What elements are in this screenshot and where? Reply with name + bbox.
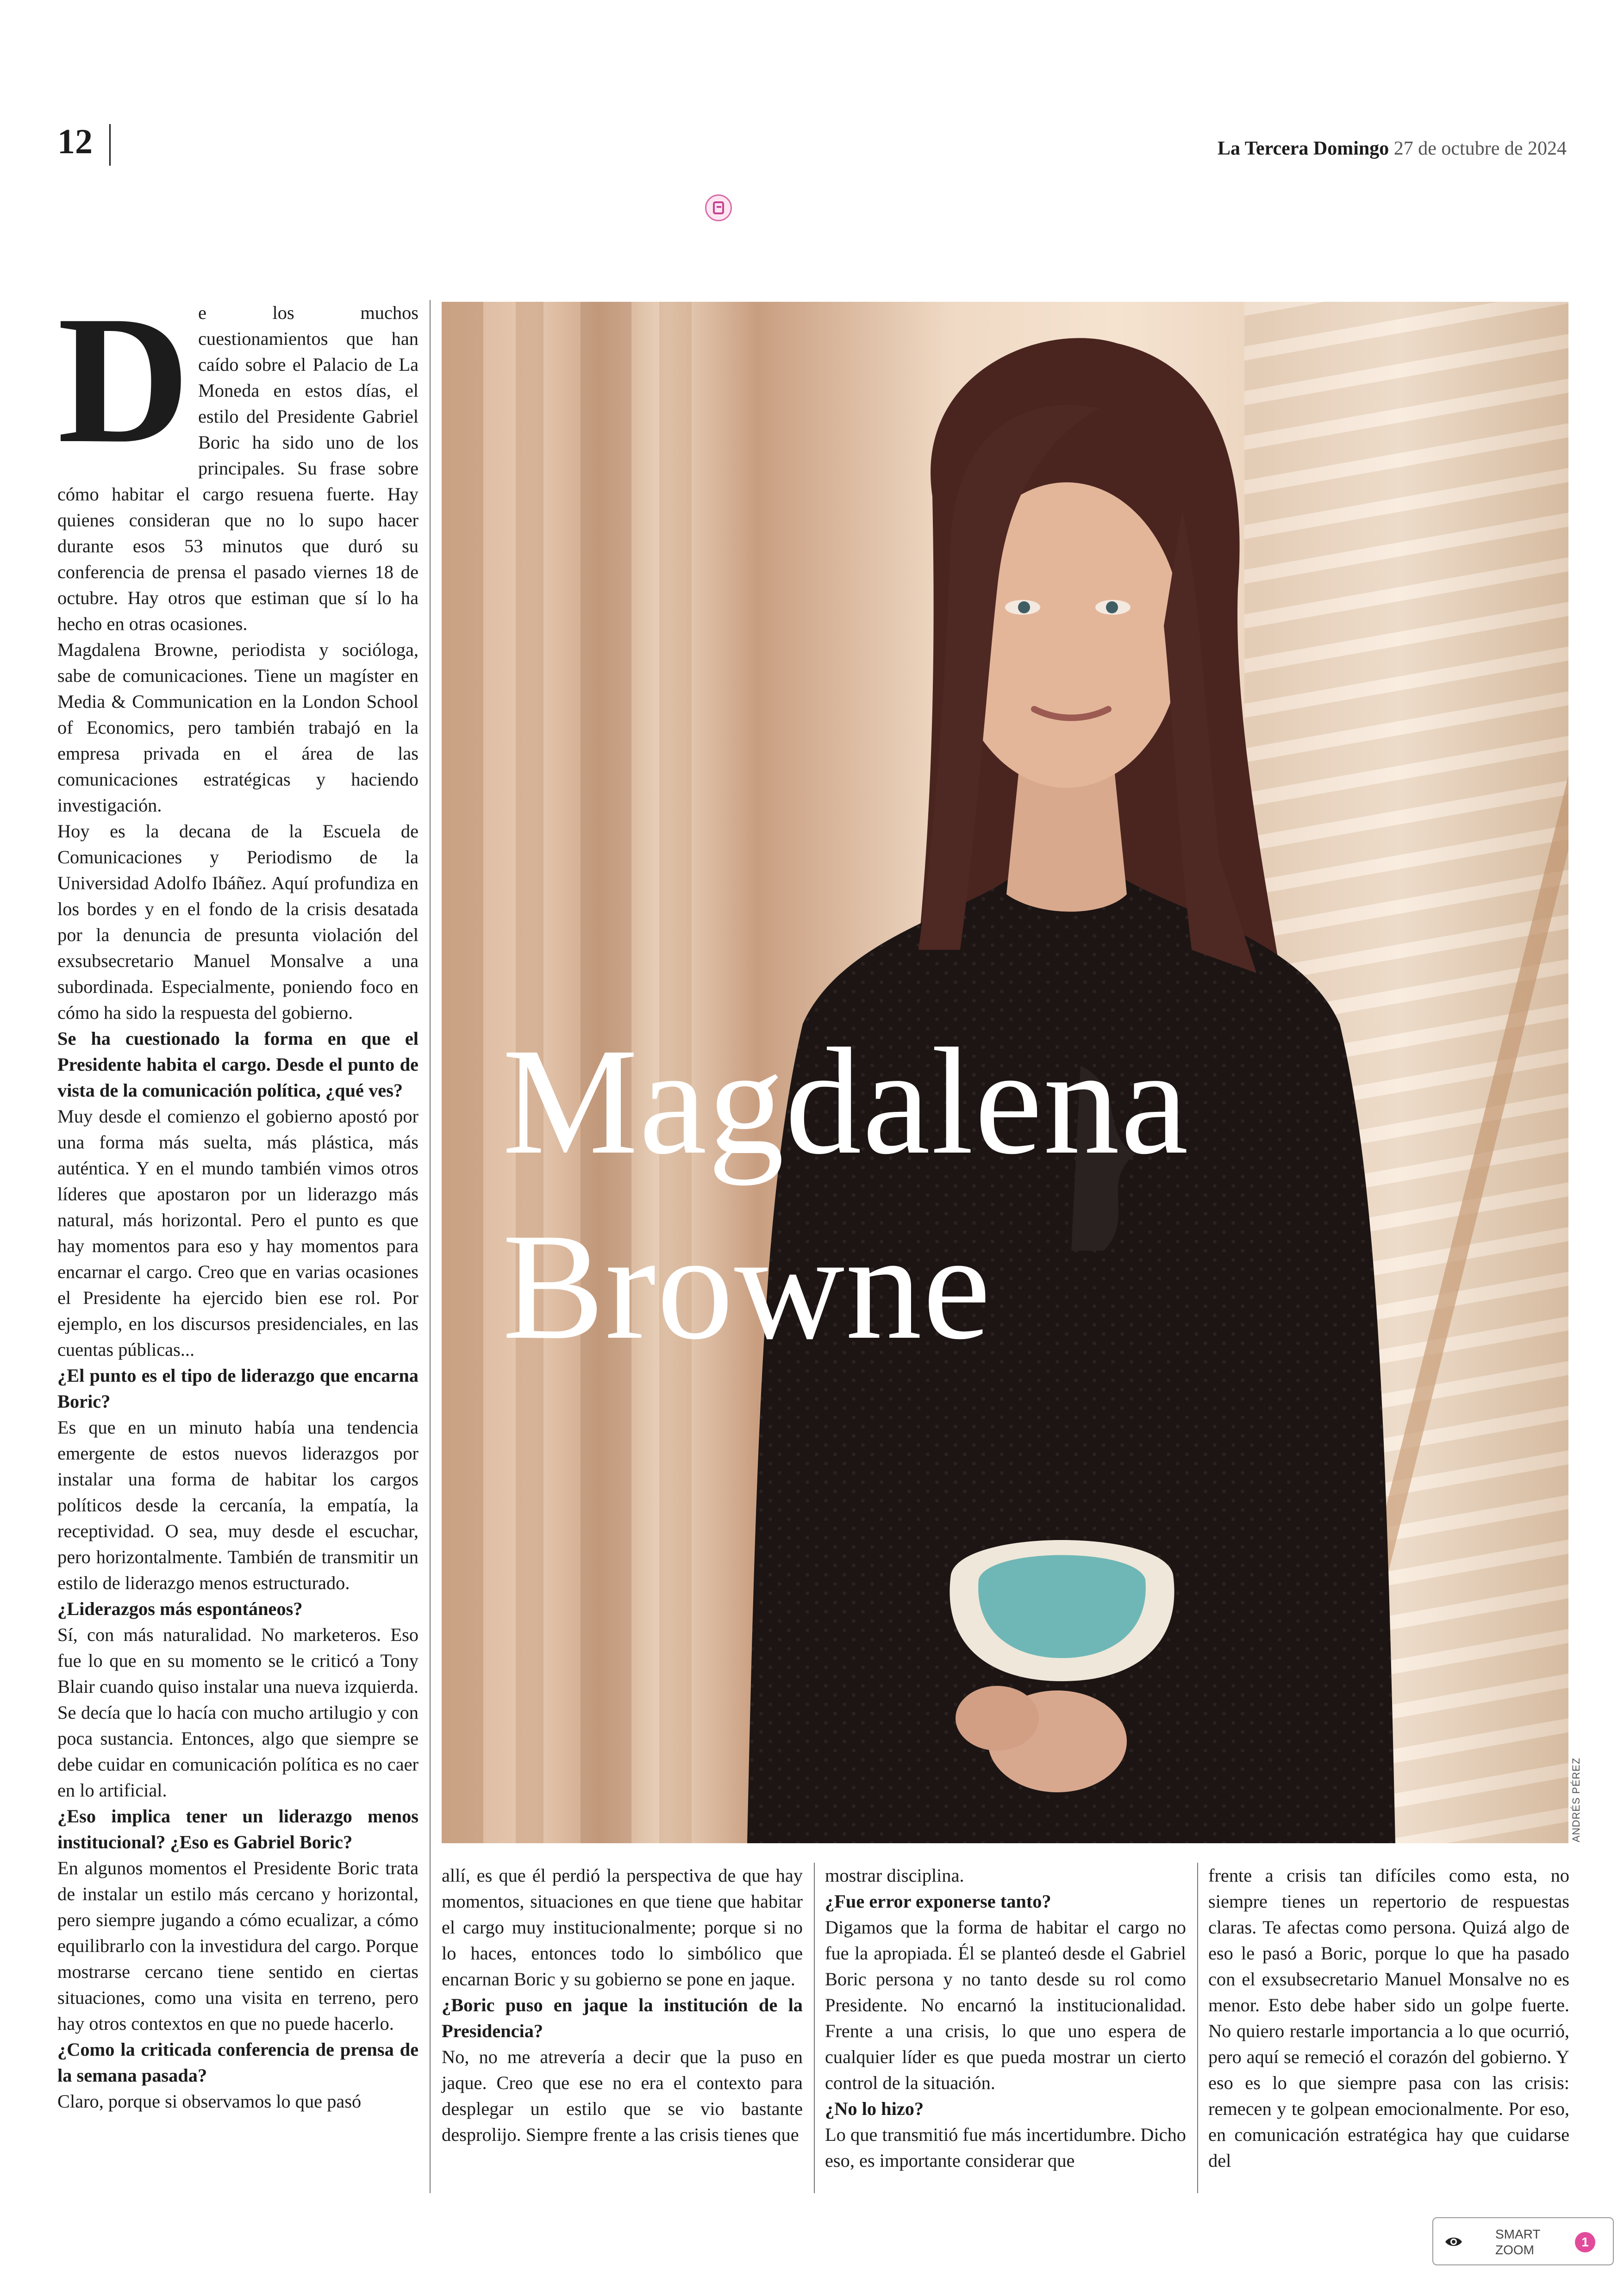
question: ¿Como la criticada conferencia de prensa de la semana pasada? bbox=[57, 2039, 418, 2086]
eye-icon bbox=[1444, 2234, 1463, 2250]
paragraph: Hoy es la decana de la Escuela de Comunicaciones y Periodismo de la Universidad Adolfo Ibáñez. Aquí profundiza en los bordes y en el fondo de la crisis desatada por la denuncia de presunta violación del exsubsecretario Manuel Monsalve a una subordinada. Especialmente, poniendo foco en cómo ha sido la respuesta del gobierno. bbox=[57, 821, 418, 1023]
smart-zoom-label-line: SMART bbox=[1495, 2227, 1541, 2241]
article-column-2 bbox=[442, 1863, 803, 2148]
answer: Sí, con más naturalidad. No marketeros. Eso fue lo que en su momento se le criticó a Tony Blair cuando quiso instalar una nueva izquierda. Se decía que lo hacía con mucho artilugio y con poca sustancia. Entonces, algo que siempre se debe cuidar en comunicación política es no caer en lo artificial. bbox=[57, 1624, 418, 1801]
page-number: 12 bbox=[57, 122, 93, 161]
photo-credit: ANDRÉS PÉREZ bbox=[1570, 1757, 1582, 1842]
question: ¿Fue error exponerse tanto? bbox=[825, 1891, 1051, 1912]
paragraph: Magdalena Browne, periodista y socióloga, sabe de comunicaciones. Tiene un magíster en Media & Communication en la London School of Economics, pero también trabajó en la empresa privada en el área de las comunicaciones estratégicas y haciendo investigación. bbox=[57, 639, 418, 816]
column-divider bbox=[430, 300, 431, 2193]
answer: No, no me atrevería a decir que la puso en jaque. Creo que ese no era el contexto para desplegar un estilo que se vio bastante desprolijo. Siempre frente a las crisis tienes que bbox=[442, 2046, 803, 2145]
smart-zoom-label-line: ZOOM bbox=[1495, 2243, 1534, 2257]
publication-date: 27 de octubre de 2024 bbox=[1393, 138, 1567, 159]
question: ¿Eso implica tener un liderazgo menos institucional? ¿Eso es Gabriel Boric? bbox=[57, 1806, 418, 1852]
column-divider bbox=[1197, 1863, 1198, 2193]
answer: Es que en un minuto había una tendencia emergente de estos nuevos liderazgos por instalar una forma de habitar los cargos políticos desde la cercanía, la empatía, la receptividad. O sea, muy desde el escuchar, pero horizontalmente. También de transmitir un estilo de liderazgo menos estructurado. bbox=[57, 1417, 418, 1593]
answer-continued: allí, es que él perdió la perspectiva de que hay momentos, situaciones en que tiene que habitar el cargo muy institucionalmente; porque si no lo haces, entonces todo lo simbólico que encarnan Boric y su gobierno se pone en jaque. bbox=[442, 1865, 803, 1989]
column-divider bbox=[814, 1863, 815, 2193]
smart-zoom-label bbox=[1495, 2226, 1541, 2258]
question: ¿El punto es el tipo de liderazgo que encarna Boric? bbox=[57, 1365, 418, 1412]
question: Se ha cuestionado la forma en que el Presidente habita el cargo. Desde el punto de vista de la comunicación política, ¿qué ves? bbox=[57, 1028, 418, 1101]
question: ¿Boric puso en jaque la institución de la Presidencia? bbox=[442, 1995, 803, 2041]
question: ¿Liderazgos más espontáneos? bbox=[57, 1598, 303, 1619]
header-divider bbox=[109, 124, 111, 166]
masthead bbox=[1218, 139, 1567, 158]
question: ¿No lo hizo? bbox=[825, 2098, 924, 2119]
answer: Claro, porque si observamos lo que pasó bbox=[57, 2091, 362, 2112]
article-column-1 bbox=[57, 278, 418, 2114]
answer: Digamos que la forma de habitar el cargo no fue la apropiada. Él se planteó desde el Gabriel Boric persona y no tanto desde su rol como Presidente. No encarnó la institucionalidad. Frente a una crisis, lo que uno espera de cualquier líder es que pueda mostrar un cierto control de la situación. bbox=[825, 1917, 1186, 2093]
article-column-4 bbox=[1208, 1863, 1569, 2174]
answer: Muy desde el comienzo el gobierno apostó por una forma más suelta, más plástica, más auténtica. Y en el mundo también vimos otros líderes que apostaron por un liderazgo más natural, más horizontal. Pero el punto es que hay momentos para eso y hay momentos para encarnar el cargo. Creo que en varias ocasiones el Presidente ha ejercido bien ese rol. Por ejemplo, en los discursos presidenciales, en las cuentas públicas... bbox=[57, 1106, 418, 1360]
article-column-3 bbox=[825, 1863, 1186, 2174]
answer-continued: frente a crisis tan difíciles como esta, no siempre tienes un repertorio de respuestas claras. Te afectas como persona. Quizá algo de eso le pasó a Boric, porque lo que ha pasado con el exsubsecretario Manuel Monsalve no es menor. Esto debe haber sido un golpe fuerte. No quiero restarle importancia a lo que ocurrió, pero aquí se remeció el corazón del gobierno. Y eso es lo que siempre pasa con las crisis: remecen y te golpean emocionalmente. Por eso, en comunicación estratégica hay que cuidarse del bbox=[1208, 1865, 1569, 2171]
intro-paragraph: e los muchos cuestionamientos que han caído sobre el Palacio de La Moneda en estos días, el estilo del Presidente Gabriel Boric ha sido uno de los principales. Su frase sobre cómo habitar el cargo resuena fuerte. Hay quienes consideran que no lo supo hacer durante esos 53 minutos que duró su conferencia de prensa el pasado viernes 18 de octubre. Hay otros que estiman que sí lo ha hecho en otras ocasiones. bbox=[57, 302, 418, 634]
zoom-count-badge: 1 bbox=[1575, 2232, 1595, 2252]
answer: En algunos momentos el Presidente Boric trata de instalar un estilo más cercano y horizontal, pero siempre jugando a cómo ecualizar, a cómo equilibrarlo con la investidura del cargo. Porque mostrarse cercano tiene sentido en ciertas situaciones, como una visita en terreno, pero hay otros contextos en que no puede hacerlo. bbox=[57, 1858, 418, 2034]
answer-continued: mostrar disciplina. bbox=[825, 1865, 964, 1886]
headline bbox=[502, 1009, 1189, 1379]
headline-line-last: Browne bbox=[502, 1202, 992, 1371]
publication-name: La Tercera Domingo bbox=[1218, 138, 1389, 159]
article-icon[interactable] bbox=[705, 194, 732, 221]
smart-zoom-button[interactable] bbox=[1432, 2217, 1614, 2265]
answer: Lo que transmitió fue más incertidumbre. Dicho eso, es importante considerar que bbox=[825, 2124, 1186, 2171]
dropcap: D bbox=[57, 278, 190, 481]
headline-line-first: Magdalena bbox=[502, 1017, 1189, 1186]
